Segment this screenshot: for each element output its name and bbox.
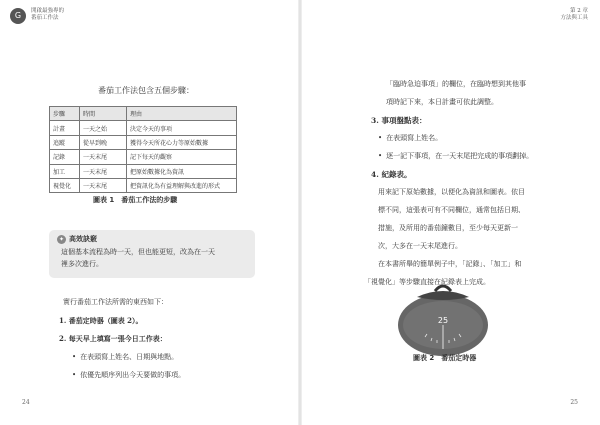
table-row [50, 135, 237, 149]
column-header: 時間 [80, 107, 127, 121]
paragraph-line: 措施，及所用的番茄鐘數目，至少每天更新一 [378, 224, 518, 232]
tip-text-line: 裡多次進行。 [61, 260, 103, 268]
table-row [50, 150, 237, 164]
bullet-item: • 逐一記下事項，在一天末尾把完成的事項劃掉。 [378, 151, 533, 161]
table-row [50, 121, 237, 135]
bullet-continued-line: 項時記下來，本日計畫可依此調整。 [386, 98, 498, 106]
page-number-right: 25 [570, 399, 578, 406]
table-cell: 從早到晚 [80, 135, 127, 149]
list-item-2: 2. 每天早上填寫一張今日工作表： [59, 334, 167, 343]
table-cell: 一天末尾 [80, 178, 127, 192]
table-cell: 計畫 [50, 121, 80, 135]
publisher-logo-icon: G [10, 8, 26, 24]
figure-1-caption: 圖表 1 番茄工作法的步驟 [93, 196, 178, 204]
list-item-3: 3. 事項盤點表： [371, 116, 427, 125]
needs-intro: 實行番茄工作法所需的東西如下： [63, 298, 168, 306]
pomodoro-timer-image [395, 281, 491, 356]
table-cell: 記下每天的觀察 [127, 150, 237, 164]
tip-title: 高效訣竅 [69, 235, 97, 243]
table-cell: 一天之始 [80, 121, 127, 135]
table-cell: 視覺化 [50, 178, 80, 192]
header-chapter: 第 2 章 [570, 8, 588, 14]
table-cell: 把資訊化為有益理解與改進的形式 [127, 178, 237, 192]
tip-box [49, 230, 255, 278]
paragraph-line: 次，大多在一天末尾進行。 [378, 242, 462, 250]
table-cell: 一天末尾 [80, 164, 127, 178]
table-cell: 把原始數據化為資訊 [127, 164, 237, 178]
bullet-item: • 在表頭寫上姓名。 [378, 133, 442, 143]
figure-2-caption: 圖表 2 番茄定時器 [413, 354, 477, 362]
timer-minutes-label: 25 [437, 316, 449, 325]
list-item-1: 1. 番茄定時器（圖表 2）。 [59, 316, 143, 325]
paragraph-line: 在本書所舉的簡單例子中，「記錄」、「加工」和 [378, 260, 522, 268]
running-header-left [10, 8, 64, 24]
paragraph-line: 「視覺化」等步驟直接在紀錄表上完成。 [364, 278, 490, 286]
bullet-continued-line: 「臨時急迫事項」的欄位，在臨時想到其他事 [386, 80, 526, 88]
running-header-right [560, 8, 588, 22]
bullet-item: • 依優先順序列出今天要做的事項。 [72, 370, 185, 380]
table-cell: 獲得今天所花心力等原始數據 [127, 135, 237, 149]
column-header: 理由 [127, 107, 237, 121]
table-cell: 決定今天的事項 [127, 121, 237, 135]
paragraph-line: 標不同，這張表可有不同欄位，通常包括日期、 [378, 206, 525, 214]
lightbulb-icon: ✦ [58, 235, 65, 243]
header-book-title-2: 番茄工作法 [31, 15, 59, 21]
steps-intro: 番茄工作法包含五個步驟： [98, 86, 194, 95]
steps-table [49, 106, 237, 193]
table-cell: 追蹤 [50, 135, 80, 149]
book-gutter [298, 0, 302, 425]
tip-text-line: 這個基本流程為時一天，但也能更短，改為在一天 [61, 248, 215, 256]
table-header-row [50, 107, 237, 121]
table-cell: 一天末尾 [80, 150, 127, 164]
header-chapter-title: 方法與工具 [560, 15, 588, 21]
page-number-left: 24 [22, 399, 30, 406]
bullet-item: • 在表頭寫上姓名、日期與地點。 [72, 352, 178, 362]
table-row [50, 178, 237, 192]
header-book-title-1: 開啟最強專的 [31, 8, 65, 14]
table-cell: 加工 [50, 164, 80, 178]
table-cell: 記錄 [50, 150, 80, 164]
list-item-4: 4. 紀錄表。 [371, 170, 412, 179]
paragraph-line: 用來記下原始數據，以便化為資訊和圖表。依目 [378, 188, 525, 196]
column-header: 步驟 [50, 107, 80, 121]
table-row [50, 164, 237, 178]
